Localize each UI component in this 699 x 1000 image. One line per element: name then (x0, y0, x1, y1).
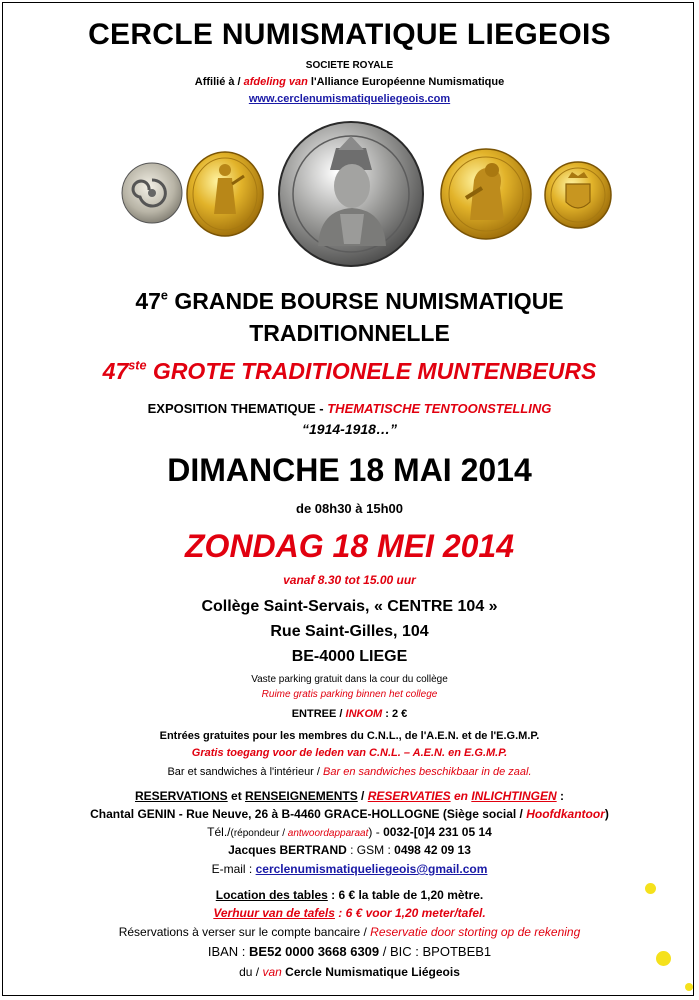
email-link[interactable]: cerclenumismatiqueliegeois@gmail.com (255, 862, 488, 876)
hours-nl: vanaf 8.30 tot 15.00 uur (283, 573, 416, 587)
gold-lion-coin-icon (441, 149, 531, 239)
club-title: CERCLE NUMISMATIQUE LIEGEOIS (88, 18, 611, 51)
exhibition-period: “1914-1918…” (302, 421, 397, 437)
free-entry-fr: Entrées gratuites pour les membres du C.N.L., de l'A.E.N. et de l'E.G.M.P. (159, 730, 540, 742)
gold-arms-coin-icon (545, 162, 611, 228)
date-nl: ZONDAG 18 MEI 2014 (185, 528, 514, 564)
hours-fr: de 08h30 à 15h00 (296, 501, 403, 516)
contact-bertrand: Jacques BERTRAND : GSM : 0498 42 09 13 (228, 843, 471, 857)
silver-bishop-medal-icon (279, 122, 423, 266)
table-rental-nl: Verhuur van de tafels : 6 € voor 1,20 meter/tafel. (213, 906, 486, 920)
bourse-title-nl: 47ste GROTE TRADITIONELE MUNTENBEURS (102, 358, 597, 384)
contact-genin: Chantal GENIN - Rue Neuve, 26 à B-4460 GRACE-HOLLOGNE (Siège social / Hoofdkantoor) (90, 807, 609, 821)
bourse-title-fr: 47e GRANDE BOURSE NUMISMATIQUE (135, 288, 564, 314)
entry-price: ENTREE / INKOM : 2 € (291, 708, 408, 720)
table-rental-fr: Location des tables : 6 € la table de 1,20 mètre. (215, 888, 484, 902)
bourse-title-fr-line2: TRADITIONNELLE (249, 320, 450, 346)
coin-images (0, 118, 699, 278)
celtic-coin-icon (122, 163, 182, 223)
venue-name: Collège Saint-Servais, « CENTRE 104 » (201, 598, 498, 615)
free-entry-nl: Gratis toegang voor de leden van C.N.L. – A.E.N. en E.G.M.P. (191, 747, 508, 759)
yellow-dot (645, 883, 656, 894)
yellow-dot (656, 951, 671, 966)
exhibition-line: EXPOSITION THEMATIQUE - THEMATISCHE TENTOONSTELLING (147, 401, 552, 416)
club-subtitle: SOCIETE ROYALE (305, 60, 394, 71)
affiliation-line: Affilié à / afdeling van l'Alliance Européenne Numismatique (194, 76, 505, 88)
iban-line: IBAN : BE52 0000 3668 6309 / BIC : BPOTBEB1 (207, 944, 492, 959)
reservations-heading: RESERVATIONS et RENSEIGNEMENTS / RESERVATIES en INLICHTINGEN : (135, 789, 564, 803)
gold-figure-coin-icon (187, 152, 263, 236)
parking-fr: Vaste parking gratuit dans la cour du collège (251, 674, 448, 685)
venue-city: BE-4000 LIEGE (291, 648, 408, 665)
bar-info: Bar et sandwiches à l'intérieur / Bar en sandwiches beschikbaar in de zaal. (167, 766, 532, 778)
yellow-dot (685, 983, 693, 991)
email-line: E-mail : cerclenumismatiqueliegeois@gmail.com (211, 862, 488, 876)
date-fr: DIMANCHE 18 MAI 2014 (167, 452, 532, 488)
website-link[interactable]: www.cerclenumismatiqueliegeois.com (248, 93, 451, 105)
bank-info: Réservations à verser sur le compte bancaire / Reservatie door storting op de rekening (118, 925, 581, 939)
venue-street: Rue Saint-Gilles, 104 (270, 623, 429, 640)
telephone-line: Tél./(répondeur / antwoordapparaat) - 0032-[0]4 231 05 14 (207, 825, 492, 839)
parking-nl: Ruime gratis parking binnen het college (261, 689, 438, 700)
payee-line: du / van Cercle Numismatique Liégeois (239, 965, 460, 979)
